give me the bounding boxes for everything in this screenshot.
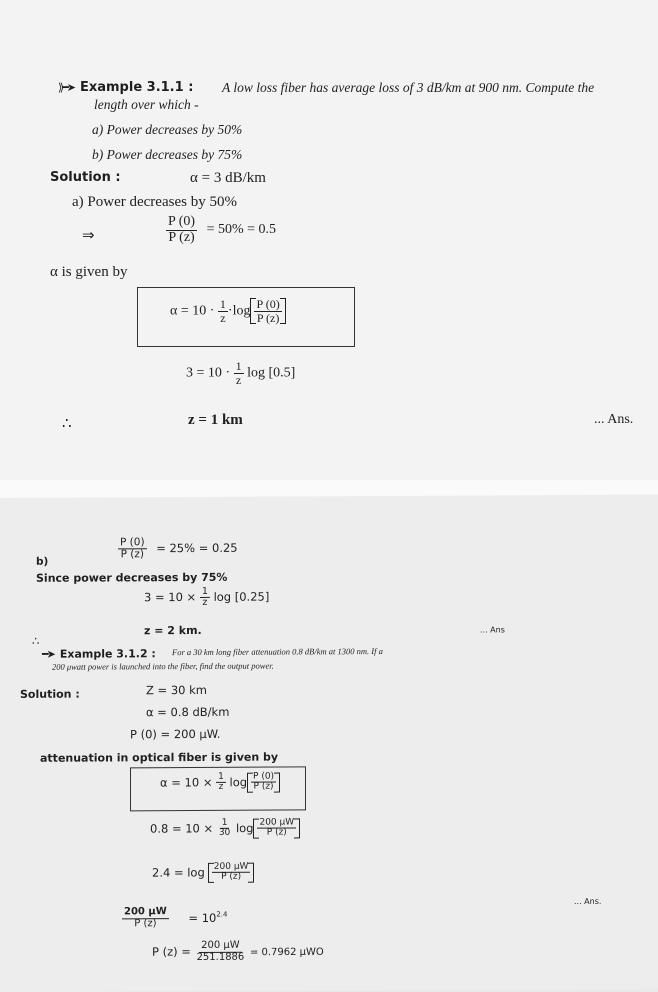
therefore-symbol: ∴ <box>62 416 72 432</box>
sub-lhs: 3 = 10 · <box>186 365 231 381</box>
page-bottom <box>0 495 658 992</box>
sub1-inner-num: 200 μW <box>259 817 295 828</box>
formula-log: ·log <box>227 303 251 319</box>
alpha-formula <box>170 298 286 324</box>
ratio-equation <box>166 215 276 245</box>
arrow-icon: ⟫━➤ <box>58 81 74 94</box>
attenuation-formula <box>160 773 280 794</box>
sub1-equation <box>150 818 300 839</box>
formula-frac-den: z <box>220 310 226 325</box>
answer-marker: ... Ans. <box>594 412 634 427</box>
solution-label: Solution : <box>50 170 121 185</box>
formula-inner-den: P (z) <box>256 310 280 325</box>
sub3-num: 200 μW <box>124 906 167 918</box>
final-lhs: P (z) = <box>152 944 191 959</box>
result-b: z = 2 km. <box>144 623 202 638</box>
question-part-b: b) Power decreases by 75% <box>92 147 243 162</box>
sub1-log: log <box>235 821 254 836</box>
eq-b-lhs: 3 = 10 × <box>144 589 197 605</box>
sub1-frac-num: 1 <box>221 817 228 828</box>
formula2-frac-num: 1 <box>218 771 224 782</box>
final-rhs: = 0.7962 μWO <box>249 946 324 959</box>
result-value: z = 1 km <box>188 412 243 428</box>
equation-b <box>144 587 269 609</box>
alpha-given-by: α is given by <box>50 264 128 280</box>
question-line-2: length over which - <box>94 97 199 112</box>
ratio-equation-b <box>118 537 238 561</box>
final-num: 200 μW <box>201 939 240 951</box>
formula2-inner-num: P (0) <box>253 771 275 782</box>
example-heading: Example 3.1.1 : <box>79 80 194 95</box>
implies-arrow: ⇒ <box>82 228 95 244</box>
sub3-equation <box>122 907 227 930</box>
sub-frac-den: z <box>235 372 242 387</box>
question-line-1: A low loss fiber has average loss of 3 dB/km at 900 nm. Compute the <box>222 80 595 95</box>
sub1-lhs: 0.8 = 10 × <box>150 821 214 836</box>
answer-marker-b2: ... Ans. <box>574 896 602 906</box>
ratio-numerator: P (0) <box>168 214 196 229</box>
eq-b-rhs: log [0.25] <box>213 589 270 604</box>
given-alpha: α = 0.8 dB/km <box>146 704 230 720</box>
part-b-label: b) <box>36 555 49 568</box>
part-a-heading: a) Power decreases by 50% <box>72 194 237 210</box>
sub3-rhs: = 10 <box>188 910 217 925</box>
formula2-frac-den: z <box>218 782 224 793</box>
given-p0: P (0) = 200 μW. <box>130 726 221 742</box>
substituted-equation <box>186 360 295 386</box>
sub1-inner-den: P (z) <box>266 827 287 839</box>
sub1-frac-den: 30 <box>218 828 231 839</box>
question-part-a: a) Power decreases by 50% <box>92 122 243 137</box>
sub2-lhs: 2.4 = log <box>152 865 205 880</box>
formula-inner-num: P (0) <box>256 297 280 311</box>
ratio-b-den: P (z) <box>120 548 144 561</box>
example-heading-line <box>58 80 193 95</box>
formula2-inner-den: P (z) <box>253 782 274 793</box>
formula2-log: log <box>229 775 248 790</box>
final-equation <box>152 940 324 963</box>
eq-b-frac-den: z <box>202 596 208 608</box>
sub2-inner-num: 200 μW <box>213 861 249 872</box>
sub-frac-num: 1 <box>235 359 242 373</box>
given-z: Z = 30 km <box>146 682 207 698</box>
ratio-b-num: P (0) <box>120 536 145 549</box>
ratio-denominator: P (z) <box>168 229 195 245</box>
ratio-value: = 50% = 0.5 <box>206 222 277 238</box>
question2-line-2: 200 μwatt power is launched into the fiber, find the output power. <box>52 660 274 672</box>
ratio-b-value: = 25% = 0.25 <box>156 540 238 556</box>
arrow-icon-2: ━➤ <box>42 647 54 661</box>
result-line <box>188 412 243 429</box>
formula2-lhs: α = 10 × <box>160 775 213 790</box>
formula-lhs: α = 10 · <box>170 303 215 319</box>
therefore-symbol-b: ∴ <box>32 635 40 648</box>
answer-marker-b1: ... Ans <box>480 625 505 635</box>
eq-b-frac-num: 1 <box>201 585 208 597</box>
attenuation-line: attenuation in optical fiber is given by <box>40 750 279 765</box>
sub2-equation <box>152 863 254 883</box>
question2-line-1: For a 30 km long fiber attenuation 0.8 dB/km at 1300 nm. If a <box>172 645 383 658</box>
formula-frac-num: 1 <box>219 297 226 311</box>
sub2-inner-den: P (z) <box>221 872 242 883</box>
alpha-given: α = 3 dB/km <box>190 170 266 186</box>
solution2-label: Solution : <box>20 687 80 701</box>
sub3-exponent: 2.4 <box>216 910 228 919</box>
since-line: Since power decreases by 75% <box>36 570 228 585</box>
sub-rhs: log [0.5] <box>247 365 296 381</box>
example2-heading: Example 3.1.2 : <box>59 647 156 661</box>
final-den: 251.1886 <box>196 951 245 963</box>
page-top <box>0 0 658 480</box>
example2-heading-line <box>42 647 156 661</box>
sub3-den: P (z) <box>134 917 157 929</box>
